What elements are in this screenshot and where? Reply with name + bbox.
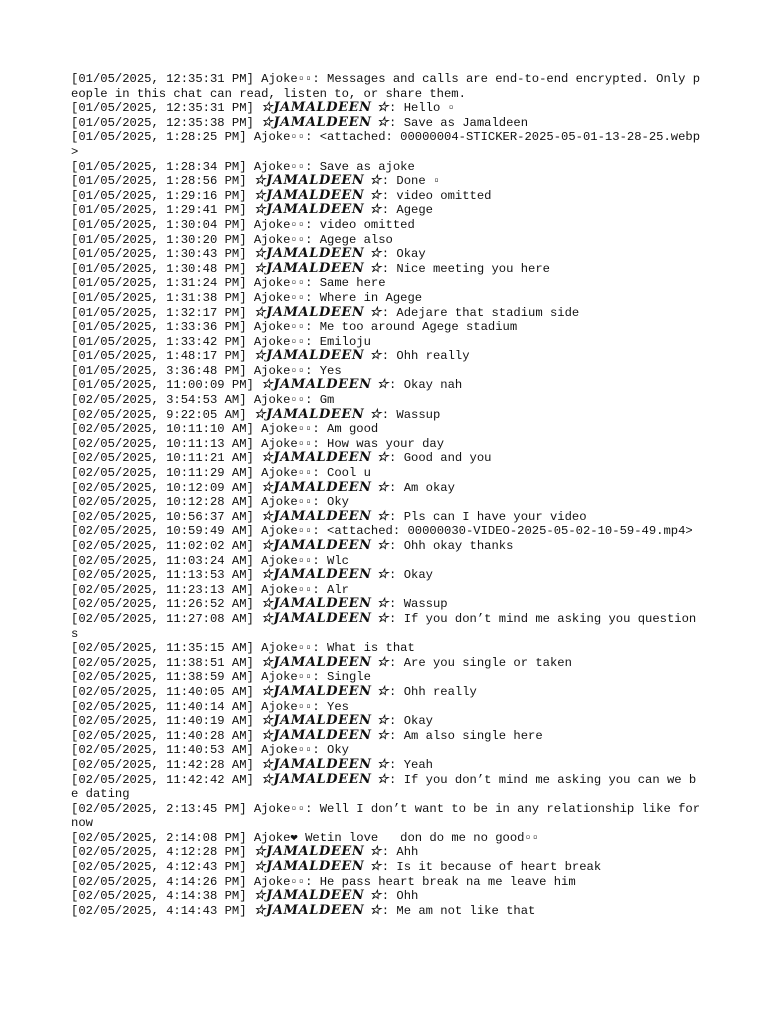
message-line: [02/05/2025, 4:14:26 PM] Ajoke▫▫: He pass heart break na me leave him bbox=[71, 874, 576, 889]
message-sender: ☆𝑱𝑨𝑴𝑨𝑳𝑫𝑬𝑬𝑵 ☆ bbox=[253, 260, 382, 276]
message-text: Yes bbox=[319, 363, 342, 378]
message-line: [02/05/2025, 11:27:08 AM] ☆𝑱𝑨𝑴𝑨𝑳𝑫𝑬𝑬𝑵 ☆: If you don’t mind me asking you questions bbox=[71, 610, 697, 641]
message-timestamp: [01/05/2025, 1:33:42 PM] bbox=[71, 334, 247, 349]
message-line: [02/05/2025, 10:12:09 AM] ☆𝑱𝑨𝑴𝑨𝑳𝑫𝑬𝑬𝑵 ☆: Am okay bbox=[71, 479, 455, 495]
message-timestamp: [01/05/2025, 1:30:20 PM] bbox=[71, 232, 247, 247]
message-timestamp: [01/05/2025, 1:30:43 PM] bbox=[71, 247, 247, 262]
message-text: Ohh bbox=[396, 889, 419, 904]
message-sender: Ajoke▫▫ bbox=[261, 495, 313, 510]
message-line: [02/05/2025, 10:11:10 AM] Ajoke▫▫: Am good bbox=[71, 422, 379, 437]
message-line: [02/05/2025, 11:40:28 AM] ☆𝑱𝑨𝑴𝑨𝑳𝑫𝑬𝑬𝑵 ☆: Am also single here bbox=[71, 727, 543, 743]
message-line: [01/05/2025, 1:48:17 PM] ☆𝑱𝑨𝑴𝑨𝑳𝑫𝑬𝑬𝑵 ☆: Ohh really bbox=[71, 348, 470, 364]
message-sender: ☆𝑱𝑨𝑴𝑨𝑳𝑫𝑬𝑬𝑵 ☆ bbox=[261, 683, 390, 699]
message-sender: ☆𝑱𝑨𝑴𝑨𝑳𝑫𝑬𝑬𝑵 ☆ bbox=[261, 713, 390, 729]
message-sender: ☆𝑱𝑨𝑴𝑨𝑳𝑫𝑬𝑬𝑵 ☆ bbox=[261, 100, 390, 116]
message-text: Me am not like that bbox=[396, 903, 536, 918]
message-text: Ohh really bbox=[396, 349, 470, 364]
message-text: What is that bbox=[327, 641, 415, 656]
message-timestamp: [02/05/2025, 11:40:05 AM] bbox=[71, 684, 254, 699]
message-sender: ☆𝑱𝑨𝑴𝑨𝑳𝑫𝑬𝑬𝑵 ☆ bbox=[253, 902, 382, 918]
message-sender: Ajoke▫▫ bbox=[253, 232, 306, 247]
message-timestamp: [02/05/2025, 11:38:51 AM] bbox=[71, 655, 254, 670]
message-timestamp: [01/05/2025, 3:36:48 PM] bbox=[71, 363, 247, 378]
message-sender: ☆𝑱𝑨𝑴𝑨𝑳𝑫𝑬𝑬𝑵 ☆ bbox=[261, 508, 390, 524]
message-text: If you don’t mind me asking you can we be dating bbox=[71, 772, 697, 802]
message-timestamp: [02/05/2025, 9:22:05 AM] bbox=[71, 407, 247, 422]
message-text: Save as Jamaldeen bbox=[403, 115, 529, 130]
message-line: [02/05/2025, 10:12:28 AM] Ajoke▫▫: Oky bbox=[71, 495, 349, 510]
message-timestamp: [01/05/2025, 1:32:17 PM] bbox=[71, 305, 247, 320]
message-line: [02/05/2025, 11:23:13 AM] Ajoke▫▫: Alr bbox=[71, 582, 349, 597]
message-timestamp: [02/05/2025, 2:14:08 PM] bbox=[71, 830, 247, 845]
message-text: Is it because of heart break bbox=[396, 860, 602, 875]
message-sender: ☆𝑱𝑨𝑴𝑨𝑳𝑫𝑬𝑬𝑵 ☆ bbox=[261, 610, 390, 626]
message-sender: Ajoke▫▫ bbox=[253, 130, 306, 145]
message-text: Am also single here bbox=[403, 728, 543, 743]
message-sender: Ajoke▫▫ bbox=[253, 334, 306, 349]
message-text: video omitted bbox=[396, 188, 492, 203]
message-sender: ☆𝑱𝑨𝑴𝑨𝑳𝑫𝑬𝑬𝑵 ☆ bbox=[261, 756, 390, 772]
message-text: Are you single or taken bbox=[403, 655, 572, 670]
message-text: Agege bbox=[396, 203, 433, 218]
message-timestamp: [02/05/2025, 10:11:10 AM] bbox=[71, 422, 254, 437]
message-text: Okay bbox=[396, 247, 426, 262]
message-timestamp: [01/05/2025, 1:30:48 PM] bbox=[71, 261, 247, 276]
message-timestamp: [01/05/2025, 12:35:31 PM] bbox=[71, 72, 254, 86]
message-text: Save as ajoke bbox=[319, 159, 415, 174]
message-line: [02/05/2025, 9:22:05 AM] ☆𝑱𝑨𝑴𝑨𝑳𝑫𝑬𝑬𝑵 ☆: Wassup bbox=[71, 406, 441, 422]
message-timestamp: [01/05/2025, 1:29:16 PM] bbox=[71, 188, 247, 203]
message-text: Alr bbox=[327, 582, 349, 597]
message-text: Done ▫ bbox=[396, 174, 441, 189]
message-timestamp: [02/05/2025, 11:03:24 AM] bbox=[71, 553, 254, 568]
message-sender: Ajoke▫▫ bbox=[253, 393, 306, 408]
message-sender: Ajoke▫▫ bbox=[253, 159, 306, 174]
message-timestamp: [02/05/2025, 10:12:28 AM] bbox=[71, 495, 254, 510]
message-timestamp: [02/05/2025, 11:40:19 AM] bbox=[71, 714, 254, 729]
message-line: [01/05/2025, 11:00:09 PM] ☆𝑱𝑨𝑴𝑨𝑳𝑫𝑬𝑬𝑵 ☆: Okay nah bbox=[71, 377, 463, 393]
message-sender: Ajoke▫▫ bbox=[261, 466, 313, 481]
message-line: [01/05/2025, 1:28:56 PM] ☆𝑱𝑨𝑴𝑨𝑳𝑫𝑬𝑬𝑵 ☆: Done ▫ bbox=[71, 173, 441, 189]
message-sender: ☆𝑱𝑨𝑴𝑨𝑳𝑫𝑬𝑬𝑵 ☆ bbox=[253, 888, 382, 904]
message-text: Good and you bbox=[403, 451, 492, 466]
message-text: <attached: 00000004-STICKER-2025-05-01-13-28-25.webp> bbox=[71, 130, 701, 159]
message-sender: Ajoke▫▫ bbox=[261, 641, 313, 656]
message-timestamp: [01/05/2025, 12:35:31 PM] bbox=[71, 101, 254, 116]
message-line: [02/05/2025, 11:40:05 AM] ☆𝑱𝑨𝑴𝑨𝑳𝑫𝑬𝑬𝑵 ☆: Ohh really bbox=[71, 683, 477, 699]
message-timestamp: [02/05/2025, 3:54:53 AM] bbox=[71, 393, 247, 408]
message-timestamp: [01/05/2025, 1:28:56 PM] bbox=[71, 174, 247, 189]
message-sender: Ajoke▫▫ bbox=[253, 276, 306, 291]
message-timestamp: [01/05/2025, 1:30:04 PM] bbox=[71, 217, 247, 232]
message-text: He pass heart break na me leave him bbox=[319, 874, 576, 889]
message-line bbox=[71, 831, 701, 846]
message-line: [02/05/2025, 11:40:14 AM] Ajoke▫▫: Yes bbox=[71, 699, 349, 714]
message-timestamp: [02/05/2025, 2:13:45 PM] bbox=[71, 801, 247, 816]
message-sender: ☆𝑱𝑨𝑴𝑨𝑳𝑫𝑬𝑬𝑵 ☆ bbox=[253, 173, 382, 189]
message-line: [02/05/2025, 10:59:49 AM] Ajoke▫▫: <attached: 00000030-VIDEO-2025-05-02-10-59-49.mp4> bbox=[71, 524, 693, 539]
message-line: [01/05/2025, 1:28:25 PM] Ajoke▫▫: <attached: 00000004-STICKER-2025-05-01-13-28-25.webp> bbox=[71, 130, 701, 159]
message-timestamp: [02/05/2025, 4:12:43 PM] bbox=[71, 860, 247, 875]
message-sender: ☆𝑱𝑨𝑴𝑨𝑳𝑫𝑬𝑬𝑵 ☆ bbox=[261, 114, 390, 130]
message-sender: Ajoke▫▫ bbox=[261, 436, 313, 451]
message-text: <attached: 00000030-VIDEO-2025-05-02-10-59-49.mp4> bbox=[327, 524, 693, 539]
message-line: [02/05/2025, 11:35:15 AM] Ajoke▫▫: What is that bbox=[71, 641, 415, 656]
message-text: Yes bbox=[327, 699, 349, 714]
message-text: Cool u bbox=[327, 466, 371, 481]
message-text: Nice meeting you here bbox=[396, 261, 550, 276]
message-text: Oky bbox=[327, 743, 349, 758]
message-timestamp: [02/05/2025, 11:26:52 AM] bbox=[71, 597, 254, 612]
message-timestamp: [02/05/2025, 11:40:28 AM] bbox=[71, 728, 254, 743]
message-text: Ajoke❤ Wetin love don do me no good▫▫ bbox=[253, 830, 540, 845]
message-timestamp: [02/05/2025, 11:42:28 AM] bbox=[71, 757, 254, 772]
message-sender: Ajoke▫▫ bbox=[253, 290, 306, 305]
message-sender: ☆𝑱𝑨𝑴𝑨𝑳𝑫𝑬𝑬𝑵 ☆ bbox=[253, 859, 382, 875]
message-timestamp: [02/05/2025, 11:02:02 AM] bbox=[71, 539, 254, 553]
message-line: [01/05/2025, 1:31:38 PM] Ajoke▫▫: Where in Agege bbox=[71, 290, 423, 305]
message-sender: ☆𝑱𝑨𝑴𝑨𝑳𝑫𝑬𝑬𝑵 ☆ bbox=[261, 771, 390, 787]
message-text: Single bbox=[327, 670, 371, 685]
message-timestamp: [02/05/2025, 11:27:08 AM] bbox=[71, 611, 254, 626]
message-sender: Ajoke▫▫ bbox=[261, 743, 313, 758]
message-timestamp: [02/05/2025, 10:59:49 AM] bbox=[71, 524, 254, 539]
message-timestamp: [01/05/2025, 1:31:38 PM] bbox=[71, 290, 247, 305]
message-line: [01/05/2025, 12:35:38 PM] ☆𝑱𝑨𝑴𝑨𝑳𝑫𝑬𝑬𝑵 ☆: Save as Jamaldeen bbox=[71, 114, 529, 130]
message-line: [01/05/2025, 1:30:20 PM] Ajoke▫▫: Agege also bbox=[71, 232, 393, 247]
message-sender: ☆𝑱𝑨𝑴𝑨𝑳𝑫𝑬𝑬𝑵 ☆ bbox=[253, 202, 382, 218]
message-sender: Ajoke▫▫ bbox=[261, 699, 313, 714]
message-sender: ☆𝑱𝑨𝑴𝑨𝑳𝑫𝑬𝑬𝑵 ☆ bbox=[261, 538, 390, 553]
message-text: Agege also bbox=[319, 232, 393, 247]
message-line: [02/05/2025, 11:13:53 AM] ☆𝑱𝑨𝑴𝑨𝑳𝑫𝑬𝑬𝑵 ☆: Okay bbox=[71, 567, 433, 583]
message-line: [02/05/2025, 11:40:19 AM] ☆𝑱𝑨𝑴𝑨𝑳𝑫𝑬𝑬𝑵 ☆: Okay bbox=[71, 713, 433, 729]
message-line: [02/05/2025, 11:26:52 AM] ☆𝑱𝑨𝑴𝑨𝑳𝑫𝑬𝑬𝑵 ☆: Wassup bbox=[71, 596, 448, 612]
message-sender: ☆𝑱𝑨𝑴𝑨𝑳𝑫𝑬𝑬𝑵 ☆ bbox=[253, 304, 382, 320]
message-line: [02/05/2025, 10:11:29 AM] Ajoke▫▫: Cool u bbox=[71, 466, 371, 481]
message-line: [01/05/2025, 1:33:42 PM] Ajoke▫▫: Emiloju bbox=[71, 334, 371, 349]
message-text: Okay bbox=[403, 568, 433, 583]
message-line: [02/05/2025, 11:03:24 AM] Ajoke▫▫: Wlc bbox=[71, 553, 349, 568]
message-timestamp: [02/05/2025, 11:40:53 AM] bbox=[71, 743, 254, 758]
message-timestamp: [02/05/2025, 4:14:38 PM] bbox=[71, 889, 247, 904]
message-sender: ☆𝑱𝑨𝑴𝑨𝑳𝑫𝑬𝑬𝑵 ☆ bbox=[253, 187, 382, 203]
message-timestamp: [02/05/2025, 11:13:53 AM] bbox=[71, 568, 254, 583]
message-text: If you don’t mind me asking you questions bbox=[71, 611, 697, 641]
message-sender: ☆𝑱𝑨𝑴𝑨𝑳𝑫𝑬𝑬𝑵 ☆ bbox=[261, 567, 390, 583]
message-timestamp: [02/05/2025, 11:23:13 AM] bbox=[71, 582, 254, 597]
message-line: [02/05/2025, 2:13:45 PM] Ajoke▫▫: Well I don’t want to be in any relationship like for now bbox=[71, 801, 708, 831]
message-sender: Ajoke▫▫ bbox=[261, 72, 313, 86]
message-timestamp: [01/05/2025, 1:31:24 PM] bbox=[71, 276, 247, 291]
message-text: Wassup bbox=[403, 597, 448, 612]
message-text: Pls can I have your video bbox=[403, 509, 587, 524]
message-line: [01/05/2025, 1:28:34 PM] Ajoke▫▫: Save as ajoke bbox=[71, 159, 415, 174]
message-line: [02/05/2025, 11:38:59 AM] Ajoke▫▫: Single bbox=[71, 670, 371, 685]
message-timestamp: [02/05/2025, 10:11:13 AM] bbox=[71, 436, 254, 451]
message-timestamp: [01/05/2025, 11:00:09 PM] bbox=[71, 378, 254, 393]
message-line: [02/05/2025, 10:56:37 AM] ☆𝑱𝑨𝑴𝑨𝑳𝑫𝑬𝑬𝑵 ☆: Pls can I have your video bbox=[71, 508, 587, 524]
message-line: [01/05/2025, 12:35:31 PM] Ajoke▫▫: Messages and calls are end-to-end encrypted. Only people in this chat can read, listen to, or share them. bbox=[71, 72, 701, 101]
message-line: [02/05/2025, 11:40:53 AM] Ajoke▫▫: Oky bbox=[71, 743, 349, 758]
message-line: [02/05/2025, 4:14:38 PM] ☆𝑱𝑨𝑴𝑨𝑳𝑫𝑬𝑬𝑵 ☆: Ohh bbox=[71, 888, 419, 904]
message-text: Me too around Agege stadium bbox=[319, 320, 518, 335]
message-sender: ☆𝑱𝑨𝑴𝑨𝑳𝑫𝑬𝑬𝑵 ☆ bbox=[253, 348, 382, 364]
message-line: [02/05/2025, 3:54:53 AM] Ajoke▫▫: Gm bbox=[71, 393, 335, 408]
message-timestamp: [02/05/2025, 4:12:28 PM] bbox=[71, 845, 247, 860]
message-timestamp: [02/05/2025, 11:42:42 AM] bbox=[71, 772, 254, 787]
message-timestamp: [01/05/2025, 1:28:34 PM] bbox=[71, 159, 247, 174]
message-sender: ☆𝑱𝑨𝑴𝑨𝑳𝑫𝑬𝑬𝑵 ☆ bbox=[261, 596, 390, 612]
message-line: [02/05/2025, 4:14:43 PM] ☆𝑱𝑨𝑴𝑨𝑳𝑫𝑬𝑬𝑵 ☆: Me am not like that bbox=[71, 902, 536, 918]
message-sender: ☆𝑱𝑨𝑴𝑨𝑳𝑫𝑬𝑬𝑵 ☆ bbox=[253, 844, 382, 860]
message-sender: ☆𝑱𝑨𝑴𝑨𝑳𝑫𝑬𝑬𝑵 ☆ bbox=[261, 479, 390, 495]
message-line: [02/05/2025, 11:02:02 AM] ☆𝑱𝑨𝑴𝑨𝑳𝑫𝑬𝑬𝑵 ☆: Ohh okay thanks bbox=[71, 538, 514, 553]
message-line: [01/05/2025, 1:33:36 PM] Ajoke▫▫: Me too around Agege stadium bbox=[71, 320, 518, 335]
message-line: [02/05/2025, 11:38:51 AM] ☆𝑱𝑨𝑴𝑨𝑳𝑫𝑬𝑬𝑵 ☆: Are you single or taken bbox=[71, 654, 572, 670]
message-line: [02/05/2025, 11:42:28 AM] ☆𝑱𝑨𝑴𝑨𝑳𝑫𝑬𝑬𝑵 ☆: Yeah bbox=[71, 756, 433, 772]
message-line: [01/05/2025, 12:35:31 PM] ☆𝑱𝑨𝑴𝑨𝑳𝑫𝑬𝑬𝑵 ☆: Hello ▫ bbox=[71, 100, 455, 116]
message-text: Same here bbox=[319, 276, 386, 291]
message-timestamp: [01/05/2025, 12:35:38 PM] bbox=[71, 115, 254, 130]
message-sender: Ajoke▫▫ bbox=[261, 582, 313, 597]
message-sender: ☆𝑱𝑨𝑴𝑨𝑳𝑫𝑬𝑬𝑵 ☆ bbox=[261, 450, 390, 466]
message-sender: Ajoke▫▫ bbox=[253, 801, 306, 816]
message-timestamp: [01/05/2025, 1:29:41 PM] bbox=[71, 203, 247, 218]
message-line: [01/05/2025, 1:30:43 PM] ☆𝑱𝑨𝑴𝑨𝑳𝑫𝑬𝑬𝑵 ☆: Okay bbox=[71, 246, 426, 262]
message-timestamp: [02/05/2025, 11:40:14 AM] bbox=[71, 699, 254, 714]
message-line: [01/05/2025, 1:31:24 PM] Ajoke▫▫: Same here bbox=[71, 276, 386, 291]
message-line: [01/05/2025, 1:29:41 PM] ☆𝑱𝑨𝑴𝑨𝑳𝑫𝑬𝑬𝑵 ☆: Agege bbox=[71, 202, 433, 218]
message-line: [01/05/2025, 1:32:17 PM] ☆𝑱𝑨𝑴𝑨𝑳𝑫𝑬𝑬𝑵 ☆: Adejare that stadium side bbox=[71, 304, 580, 320]
message-timestamp: [02/05/2025, 10:12:09 AM] bbox=[71, 480, 254, 495]
message-sender: Ajoke▫▫ bbox=[253, 217, 306, 232]
message-timestamp: [02/05/2025, 10:11:29 AM] bbox=[71, 466, 254, 481]
message-sender: Ajoke▫▫ bbox=[253, 874, 306, 889]
message-text: How was your day bbox=[327, 436, 445, 451]
message-text: Am good bbox=[327, 422, 379, 437]
message-sender: Ajoke▫▫ bbox=[253, 363, 306, 378]
message-sender: ☆𝑱𝑨𝑴𝑨𝑳𝑫𝑬𝑬𝑵 ☆ bbox=[253, 406, 382, 422]
message-line: [01/05/2025, 1:30:48 PM] ☆𝑱𝑨𝑴𝑨𝑳𝑫𝑬𝑬𝑵 ☆: Nice meeting you here bbox=[71, 260, 550, 276]
message-timestamp: [02/05/2025, 10:11:21 AM] bbox=[71, 451, 254, 466]
message-line: [02/05/2025, 11:42:42 AM] ☆𝑱𝑨𝑴𝑨𝑳𝑫𝑬𝑬𝑵 ☆: If you don’t mind me asking you can we be dating bbox=[71, 771, 697, 802]
message-text: Ohh okay thanks bbox=[403, 539, 514, 553]
message-text: Well I don’t want to be in any relationship like for now bbox=[71, 801, 708, 831]
message-text: Wassup bbox=[396, 407, 441, 422]
message-text: Wlc bbox=[327, 553, 349, 568]
message-line: [01/05/2025, 1:30:04 PM] Ajoke▫▫: video omitted bbox=[71, 217, 415, 232]
message-line: [02/05/2025, 4:12:28 PM] ☆𝑱𝑨𝑴𝑨𝑳𝑫𝑬𝑬𝑵 ☆: Ahh bbox=[71, 844, 419, 860]
message-sender: Ajoke▫▫ bbox=[261, 553, 313, 568]
message-text: Yeah bbox=[403, 757, 433, 772]
message-text: Am okay bbox=[403, 480, 455, 495]
message-line: [01/05/2025, 3:36:48 PM] Ajoke▫▫: Yes bbox=[71, 363, 342, 378]
message-text: Adejare that stadium side bbox=[396, 305, 580, 320]
message-timestamp: [01/05/2025, 1:28:25 PM] bbox=[71, 130, 247, 145]
message-timestamp: [01/05/2025, 1:48:17 PM] bbox=[71, 349, 247, 364]
message-text: Gm bbox=[319, 393, 335, 408]
message-text: Ahh bbox=[396, 845, 419, 860]
message-timestamp: [02/05/2025, 4:14:43 PM] bbox=[71, 903, 247, 918]
message-line: [02/05/2025, 10:11:21 AM] ☆𝑱𝑨𝑴𝑨𝑳𝑫𝑬𝑬𝑵 ☆: Good and you bbox=[71, 450, 492, 466]
message-timestamp: [02/05/2025, 11:35:15 AM] bbox=[71, 641, 254, 656]
message-sender: ☆𝑱𝑨𝑴𝑨𝑳𝑫𝑬𝑬𝑵 ☆ bbox=[261, 377, 390, 393]
message-timestamp: [02/05/2025, 11:38:59 AM] bbox=[71, 670, 254, 685]
message-text: Okay bbox=[403, 714, 433, 729]
message-line: [02/05/2025, 10:11:13 AM] Ajoke▫▫: How was your day bbox=[71, 436, 445, 451]
message-text: Oky bbox=[327, 495, 349, 510]
message-sender: Ajoke▫▫ bbox=[261, 670, 313, 685]
message-text: video omitted bbox=[319, 217, 415, 232]
message-sender: ☆𝑱𝑨𝑴𝑨𝑳𝑫𝑬𝑬𝑵 ☆ bbox=[261, 654, 390, 670]
message-sender: Ajoke▫▫ bbox=[261, 422, 313, 437]
message-line: [01/05/2025, 1:29:16 PM] ☆𝑱𝑨𝑴𝑨𝑳𝑫𝑬𝑬𝑵 ☆: video omitted bbox=[71, 187, 492, 203]
message-sender: ☆𝑱𝑨𝑴𝑨𝑳𝑫𝑬𝑬𝑵 ☆ bbox=[261, 727, 390, 743]
message-sender: ☆𝑱𝑨𝑴𝑨𝑳𝑫𝑬𝑬𝑵 ☆ bbox=[253, 246, 382, 262]
message-text: Messages and calls are end-to-end encrypted. Only people in this chat can read, listen to, or share them. bbox=[71, 72, 701, 101]
message-text: Okay nah bbox=[403, 378, 463, 393]
message-timestamp: [02/05/2025, 10:56:37 AM] bbox=[71, 509, 254, 524]
message-timestamp: [01/05/2025, 1:33:36 PM] bbox=[71, 320, 247, 335]
message-timestamp: [02/05/2025, 4:14:26 PM] bbox=[71, 874, 247, 889]
chat-transcript bbox=[71, 72, 708, 918]
message-text: Ohh really bbox=[403, 684, 477, 699]
message-sender: Ajoke▫▫ bbox=[261, 524, 313, 539]
message-text: Where in Agege bbox=[319, 290, 423, 305]
message-sender: Ajoke▫▫ bbox=[253, 320, 306, 335]
message-line: [02/05/2025, 4:12:43 PM] ☆𝑱𝑨𝑴𝑨𝑳𝑫𝑬𝑬𝑵 ☆: Is it because of heart break bbox=[71, 859, 602, 875]
message-text: Hello ▫ bbox=[403, 101, 455, 116]
message-text: Emiloju bbox=[319, 334, 371, 349]
